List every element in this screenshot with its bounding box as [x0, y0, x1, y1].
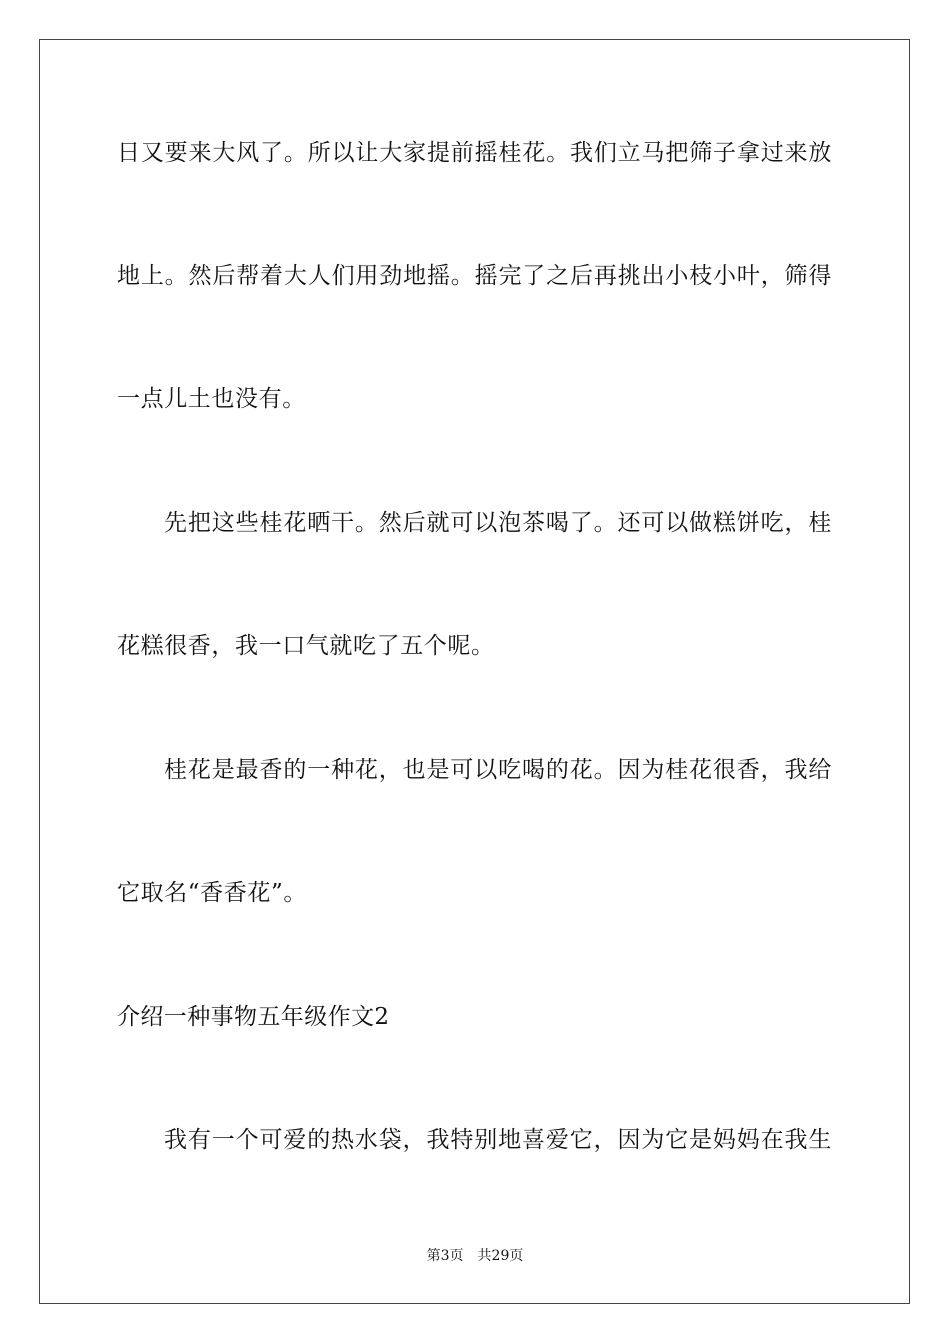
paragraph-line: 桂花是最香的一种花，也是可以吃喝的花。因为桂花很香，我给 [164, 757, 832, 783]
paragraph-line: 日又要来大风了。所以让大家提前摇桂花。我们立马把筛子拿过来放 [117, 140, 832, 166]
page-number: 第3页 [426, 1248, 464, 1264]
paragraph-line: 先把这些桂花晒干。然后就可以泡茶喝了。还可以做糕饼吃，桂 [164, 510, 832, 536]
page-border [39, 39, 910, 1304]
paragraph-line: 地上。然后帮着大人们用劲地摇。摇完了之后再挑出小枝小叶，筛得 [117, 263, 832, 289]
page-footer [0, 1247, 950, 1265]
paragraph-line: 花糕很香，我一口气就吃了五个呢。 [117, 633, 495, 659]
page-total: 共29页 [477, 1248, 524, 1264]
paragraph-line: 我有一个可爱的热水袋，我特别地喜爱它，因为它是妈妈在我生 [164, 1127, 832, 1153]
paragraph-line: 一点儿土也没有。 [117, 386, 306, 412]
paragraph-line: 它取名“香香花”。 [117, 880, 307, 906]
section-heading: 介绍一种事物五年级作文2 [117, 1004, 390, 1030]
